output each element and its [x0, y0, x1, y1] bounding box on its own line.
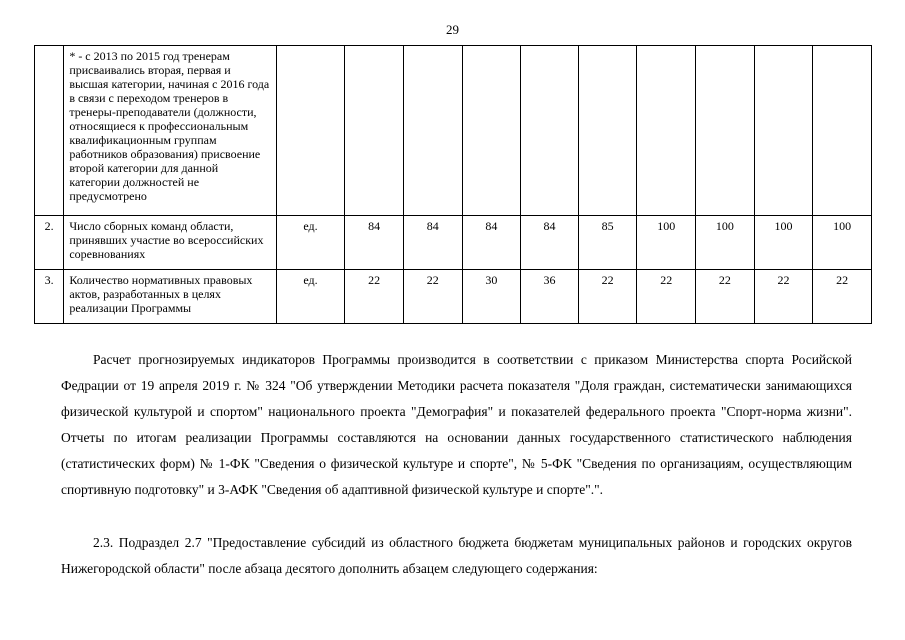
value-cell: 100 — [813, 216, 872, 270]
value-cell: 22 — [345, 270, 404, 324]
indicators-table — [34, 45, 872, 324]
value-cell: 100 — [696, 216, 755, 270]
indicator-name: * - с 2013 по 2015 год тренерам присваивались вторая, первая и высшая категории, начиная с 2016 года в связи с переходом тренеров в тренеры-преподаватели (должности, относящиеся к профессиональным квалификационным группам работников образования) присвоение второй категории для данной категории должностей не предусмотрено — [64, 46, 276, 216]
table-row — [35, 46, 872, 216]
value-cell — [813, 46, 872, 216]
value-cell: 22 — [696, 270, 755, 324]
value-cell: 22 — [578, 270, 637, 324]
paragraph-text: Расчет прогнозируемых индикаторов Программы производится в соответствии с приказом Министерства спорта Росийской Федрации от 19 апреля 2019 г. № 324 "Об утверждении Методики расчета показателя "Доля граждан, систематически занимающихся физической культурой и спортом" национального проекта "Демография" и показателей федерального проекта "Спорт-норма жизни". Отчеты по итогам реализации Программы составляются на основании данных государственного статистического наблюдения (статистических форм) № 1-ФК "Сведения о физической культуре и спорте", № 5-ФК "Сведения по организациям, осуществляющим спортивную подготовку" и 3-АФК "Сведения об адаптивной физической культуре и спорте".". — [61, 352, 852, 497]
value-cell: 100 — [637, 216, 696, 270]
indicator-name: Количество нормативных правовых актов, разработанных в целях реализации Программы — [64, 270, 276, 324]
value-cell: 30 — [462, 270, 521, 324]
methodology-paragraph — [61, 347, 852, 503]
unit-cell — [276, 46, 345, 216]
value-cell: 22 — [813, 270, 872, 324]
unit-cell: ед. — [276, 270, 345, 324]
row-number: 3. — [35, 270, 64, 324]
value-cell: 84 — [345, 216, 404, 270]
value-cell: 84 — [403, 216, 462, 270]
value-cell — [637, 46, 696, 216]
value-cell: 84 — [521, 216, 579, 270]
row-number: 2. — [35, 216, 64, 270]
value-cell: 22 — [403, 270, 462, 324]
page-number: 29 — [446, 22, 459, 37]
value-cell — [754, 46, 813, 216]
value-cell — [345, 46, 404, 216]
value-cell — [696, 46, 755, 216]
value-cell — [462, 46, 521, 216]
indicator-name: Число сборных команд области, принявших участие во всероссийских соревнованиях — [64, 216, 276, 270]
amendment-paragraph — [61, 530, 852, 582]
value-cell: 22 — [637, 270, 696, 324]
value-cell: 22 — [754, 270, 813, 324]
unit-cell: ед. — [276, 216, 345, 270]
value-cell — [578, 46, 637, 216]
value-cell — [521, 46, 579, 216]
value-cell: 84 — [462, 216, 521, 270]
table-row — [35, 270, 872, 324]
paragraph-text: 2.3. Подраздел 2.7 "Предоставление субсидий из областного бюджета бюджетам муниципальных районов и городских округов Нижегородской области" после абзаца десятого дополнить абзацем следующего содержания: — [61, 535, 852, 576]
value-cell: 100 — [754, 216, 813, 270]
row-number — [35, 46, 64, 216]
table-row — [35, 216, 872, 270]
value-cell: 85 — [578, 216, 637, 270]
value-cell: 36 — [521, 270, 579, 324]
value-cell — [403, 46, 462, 216]
